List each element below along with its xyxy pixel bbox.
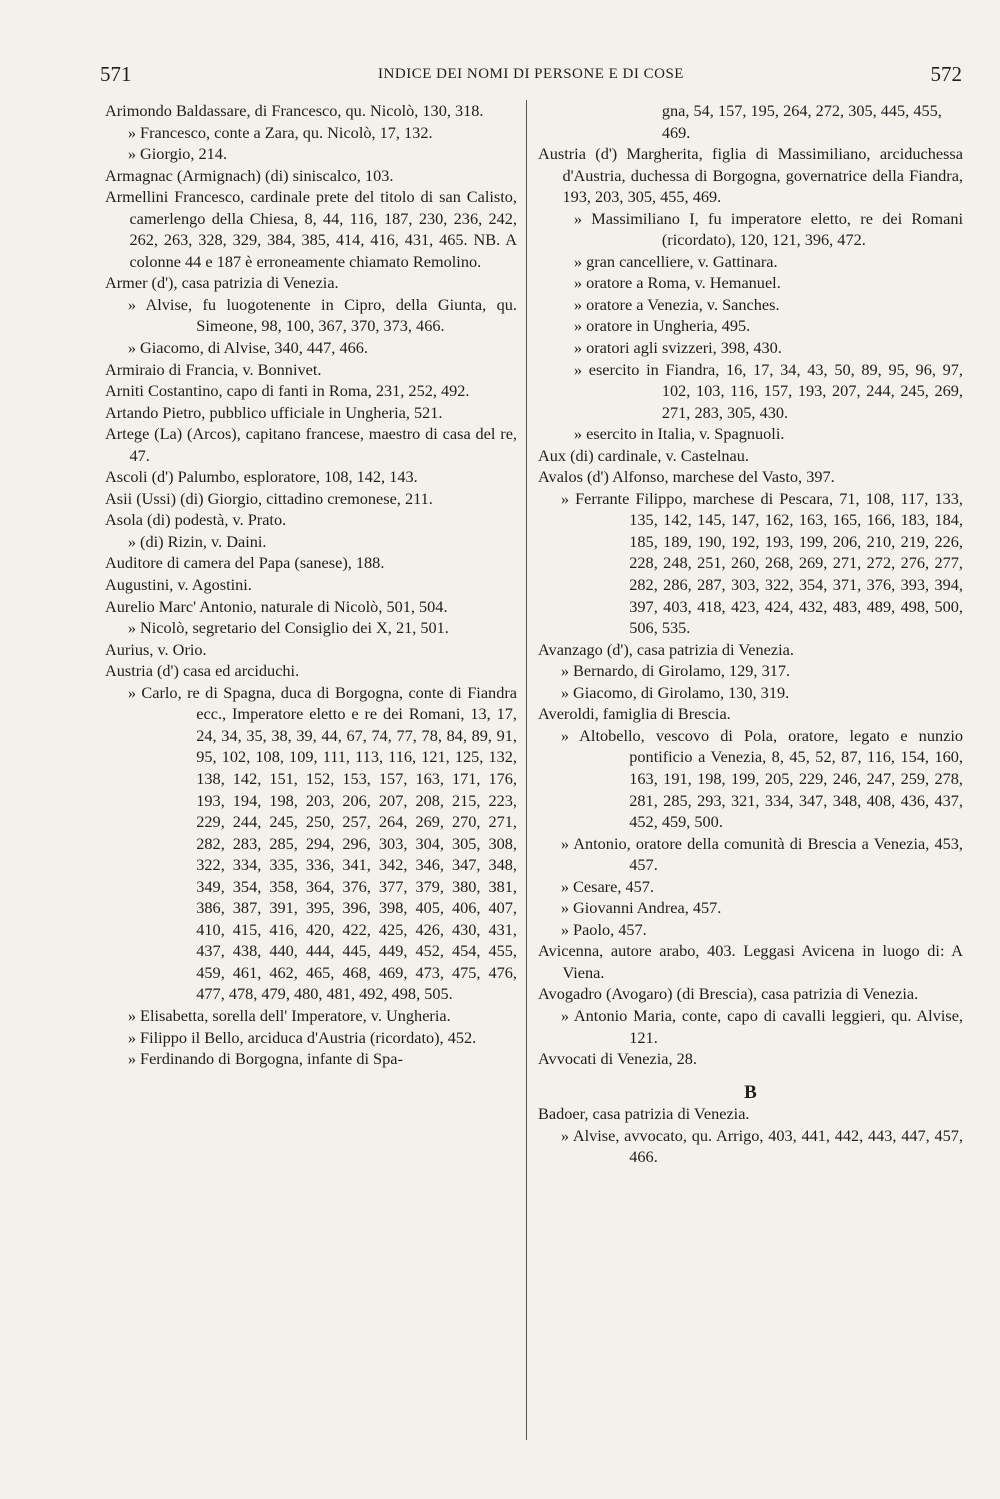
- index-entry: » Giovanni Andrea, 457.: [560, 898, 722, 918]
- index-entry: » esercito in Italia, v. Spagnuoli.: [573, 424, 785, 444]
- index-entry: » oratore a Roma, v. Hemanuel.: [573, 273, 781, 293]
- section-letter: B: [744, 1081, 757, 1103]
- index-entry: Austria (d') casa ed arciduchi.: [105, 661, 300, 681]
- index-entry: » Massimiliano I, fu imperatore eletto, re dei Romani (ricordato), 120, 121, 396, 472.: [573, 208, 963, 250]
- index-entry: » Filippo il Bello, arciduca d'Austria (ricordato), 452.: [127, 1027, 477, 1047]
- index-entry: » Carlo, re di Spagna, duca di Borgogna, conte di Fiandra ecc., Imperatore eletto e re dei Romani, 13, 17, 24, 34, 35, 38, 39, 44, 67, 74, 77, 78, 84, 89, 91, 95, 102, 108, 109, 111, 113, 116, 121, 125, 132, 138, 142, 151, 152, 153, 157, 163, 171, 176, 193, 194, 198, 203, 206, 207, 208, 215, 223, 229, 244, 245, 250, 257, 264, 269, 270, 271, 282, 283, 285, 294, 296, 303, 304, 305, 308, 322, 334, 335, 336, 341, 342, 346, 347, 348, 349, 354, 358, 364, 376, 377, 379, 380, 381, 386, 387, 391, 395, 396, 398, 405, 406, 407, 410, 415, 416, 420, 422, 425, 426, 430, 431, 437, 438, 440, 444, 445, 449, 452, 454, 455, 459, 461, 462, 465, 468, 469, 473, 475, 476, 477, 478, 479, 480, 481, 492, 498, 505.: [127, 682, 517, 1004]
- index-entry: » oratore in Ungheria, 495.: [573, 316, 751, 336]
- index-entry: Avvocati di Venezia, 28.: [538, 1049, 697, 1069]
- index-entry: Avanzago (d'), casa patrizia di Venezia.: [538, 639, 794, 659]
- index-entry: » Alvise, avvocato, qu. Arrigo, 403, 441, 442, 443, 447, 457, 466.: [560, 1125, 963, 1167]
- index-entry: » Cesare, 457.: [560, 876, 654, 896]
- index-entry: Armer (d'), casa patrizia di Venezia.: [105, 273, 339, 293]
- index-entry: Asola (di) podestà, v. Prato.: [105, 510, 287, 530]
- index-entry: » Francesco, conte a Zara, qu. Nicolò, 17, 132.: [127, 122, 433, 142]
- index-entry: Armagnac (Armignach) (di) siniscalco, 103.: [105, 165, 394, 185]
- index-entry: » Paolo, 457.: [560, 919, 647, 939]
- index-entry: » Elisabetta, sorella dell' Imperatore, v. Ungheria.: [127, 1005, 451, 1025]
- column-divider: [526, 100, 527, 1440]
- index-entry: » Bernardo, di Girolamo, 129, 317.: [560, 661, 791, 681]
- index-entry: » esercito in Fiandra, 16, 17, 34, 43, 50, 89, 95, 96, 97, 102, 103, 116, 157, 193, 207, 244, 245, 269, 271, 283, 305, 430.: [573, 359, 963, 422]
- index-entry: » Altobello, vescovo di Pola, oratore, legato e nunzio pontificio a Venezia, 8, 45, 52, 87, 116, 154, 160, 163, 191, 198, 199, 205, 229, 246, 247, 259, 278, 281, 285, 293, 321, 334, 347, 348, 408, 436, 437, 452, 459, 500.: [560, 725, 963, 832]
- index-entry: » Giacomo, di Girolamo, 130, 319.: [560, 682, 790, 702]
- index-entry: » Giacomo, di Alvise, 340, 447, 466.: [127, 338, 368, 358]
- index-entry: Austria (d') Margherita, figlia di Massimiliano, arciduchessa d'Austria, duchessa di Borgogna, governatrice della Fiandra, 193, 203, 305, 455, 469.: [538, 144, 963, 207]
- index-entry: » Nicolò, segretario del Consiglio dei X, 21, 501.: [127, 618, 449, 638]
- index-entry: Avogadro (Avogaro) (di Brescia), casa patrizia di Venezia.: [538, 984, 919, 1004]
- running-title: INDICE DEI NOMI DI PERSONE E DI COSE: [378, 66, 684, 82]
- index-entry: Artando Pietro, pubblico ufficiale in Ungheria, 521.: [105, 402, 443, 422]
- index-entry: Arimondo Baldassare, di Francesco, qu. Nicolò, 130, 318.: [105, 101, 484, 120]
- index-entry: » Ferrante Filippo, marchese di Pescara, 71, 108, 117, 133, 135, 142, 145, 147, 162, 163, 165, 166, 183, 184, 185, 189, 190, 192, 193, 199, 206, 210, 219, 226, 228, 248, 251, 260, 268, 269, 271, 272, 276, 277, 282, 286, 287, 303, 322, 354, 371, 376, 393, 394, 397, 403, 418, 423, 424, 432, 483, 489, 498, 500, 506, 535.: [560, 488, 963, 638]
- index-entry: Averoldi, famiglia di Brescia.: [538, 704, 731, 724]
- index-entry: Aurelio Marc' Antonio, naturale di Nicolò, 501, 504.: [105, 596, 448, 616]
- index-entry: Aux (di) cardinale, v. Castelnau.: [538, 445, 749, 465]
- index-entry: gna, 54, 157, 195, 264, 272, 305, 445, 455, 469.: [661, 101, 942, 142]
- index-entry: Artege (La) (Arcos), capitano francese, maestro di casa del re, 47.: [105, 424, 517, 465]
- page-header: [100, 62, 962, 92]
- right-column: [538, 100, 963, 1168]
- left-column: [105, 100, 517, 1070]
- index-entry: » (di) Rizin, v. Daini.: [127, 531, 267, 551]
- index-entry: Auditore di camera del Papa (sanese), 188.: [105, 553, 385, 573]
- index-entry: Avicenna, autore arabo, 403. Leggasi Avicena in luogo di: A Viena.: [538, 941, 963, 982]
- index-entry: Arniti Costantino, capo di fanti in Roma, 231, 252, 492.: [105, 381, 470, 401]
- index-entry: Armiraio di Francia, v. Bonnivet.: [105, 359, 322, 379]
- index-entry: Badoer, casa patrizia di Venezia.: [538, 1104, 750, 1124]
- index-entry: » Ferdinando di Borgogna, infante di Spa-: [127, 1049, 403, 1069]
- index-entry: Asii (Ussi) (di) Giorgio, cittadino cremonese, 211.: [105, 488, 433, 508]
- page-number-right: 572: [930, 62, 962, 86]
- index-entry: » Alvise, fu luogotenente in Cipro, della Giunta, qu. Simeone, 98, 100, 367, 370, 373, 466.: [127, 294, 517, 336]
- index-entry: » gran cancelliere, v. Gattinara.: [573, 251, 778, 271]
- index-entry: » oratori agli svizzeri, 398, 430.: [573, 338, 782, 358]
- index-entry: Augustini, v. Agostini.: [105, 575, 252, 595]
- index-entry: » Antonio, oratore della comunità di Brescia a Venezia, 453, 457.: [560, 833, 963, 875]
- index-entry: Aurius, v. Orio.: [105, 639, 207, 659]
- page-number-left: 571: [100, 62, 132, 86]
- index-entry: Armellini Francesco, cardinale prete del titolo di san Calisto, camerlengo della Chiesa, 8, 44, 116, 187, 230, 236, 242, 262, 263, 328, 329, 384, 385, 414, 416, 431, 465. NB. A colonne 44 e 187 è erroneamente chiamato Remolino.: [105, 187, 517, 271]
- index-entry: Ascoli (d') Palumbo, esploratore, 108, 142, 143.: [105, 467, 418, 487]
- index-entry: » Antonio Maria, conte, capo di cavalli leggieri, qu. Alvise, 121.: [560, 1005, 963, 1047]
- index-entry: » Giorgio, 214.: [127, 144, 228, 164]
- index-entry: Avalos (d') Alfonso, marchese del Vasto, 397.: [538, 467, 835, 487]
- index-entry: » oratore a Venezia, v. Sanches.: [573, 294, 780, 314]
